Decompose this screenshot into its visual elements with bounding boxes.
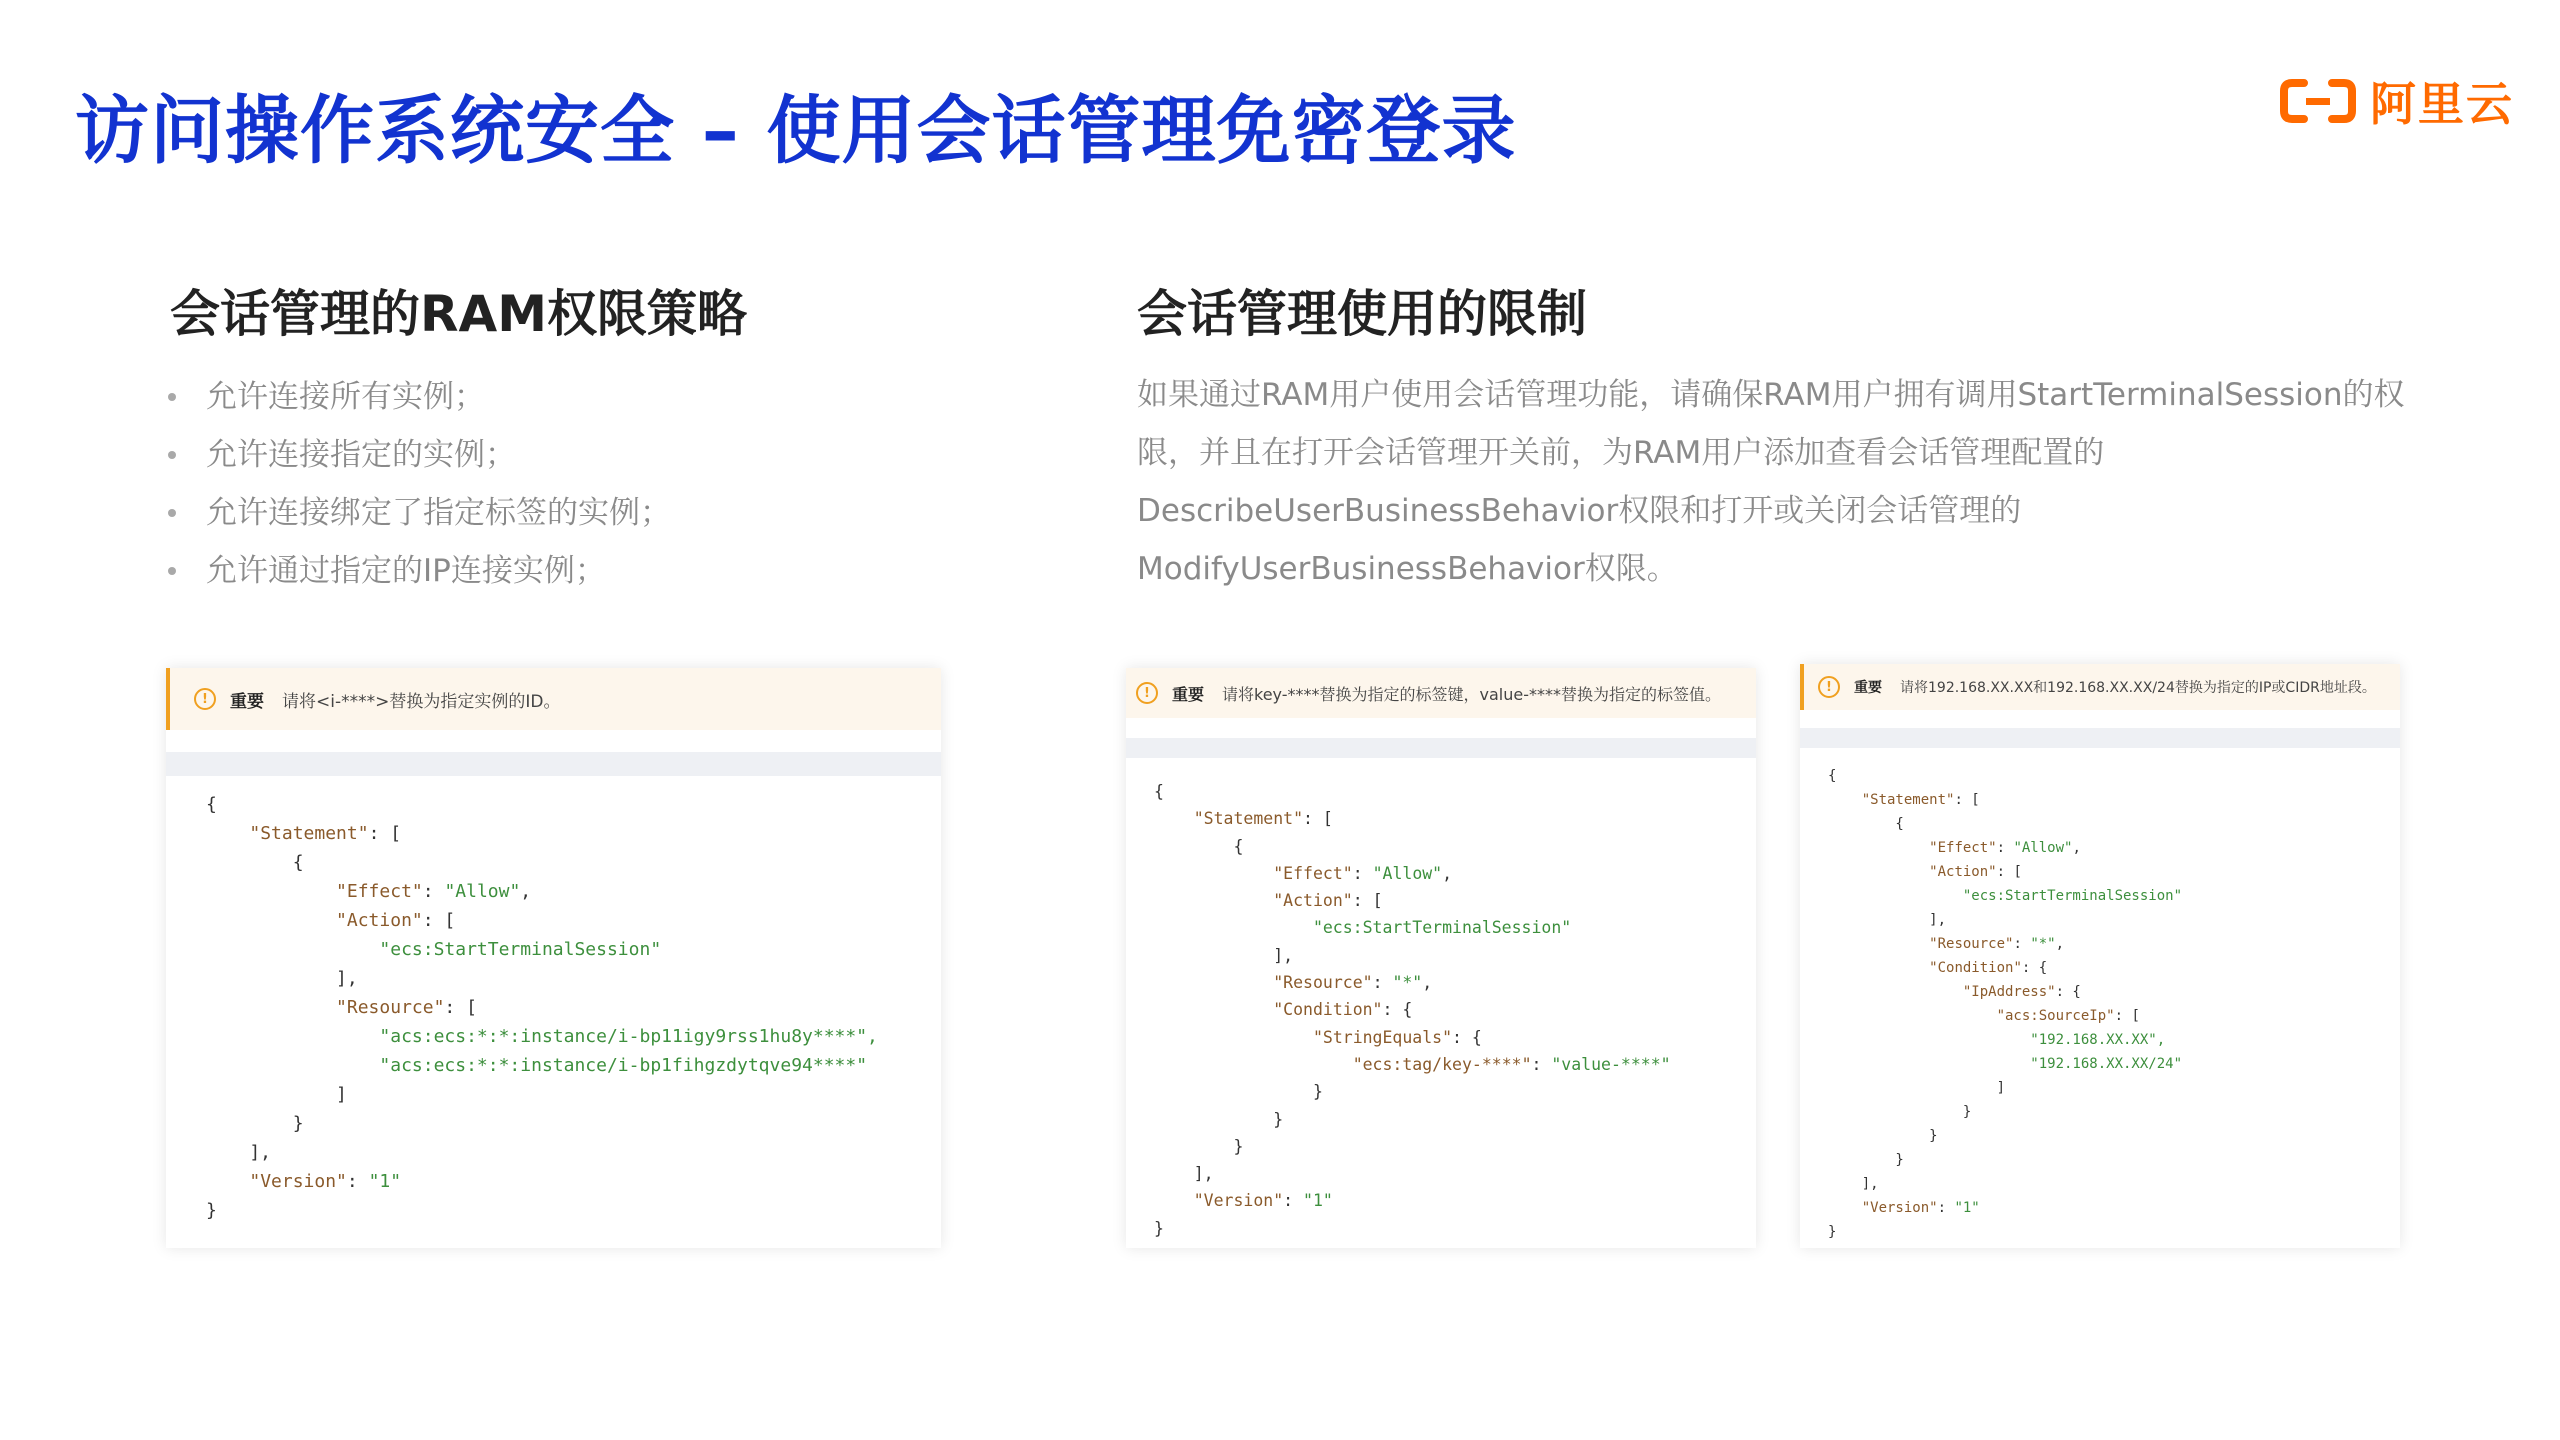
note-label: 重要 <box>1854 680 1882 696</box>
policy-code-block: { "Statement": [ { "Effect": "Allow", "Action": [ "ecs:StartTerminalSession" ], "Resource": "*", "Condition": { "StringEquals": { "ecs:tag/key-****": "value-****" } } } ], "Version": "1" } <box>1154 782 1671 1238</box>
important-note <box>1126 668 1756 718</box>
alibaba-cloud-logo-icon <box>2280 77 2356 125</box>
list-item: 允许连接指定的实例； <box>168 426 671 484</box>
list-item: 允许通过指定的IP连接实例； <box>168 542 671 600</box>
note-text: 请将192.168.XX.XX和192.168.XX.XX/24替换为指定的IP或CIDR地址段。 <box>1900 680 2376 696</box>
alibaba-cloud-logo <box>2280 74 2514 131</box>
policy-card-instances <box>166 668 941 1248</box>
bullet-icon <box>168 451 176 459</box>
code-block-header <box>166 752 941 776</box>
policy-code-block: { "Statement": [ { "Effect": "Allow", "Action": [ "ecs:StartTerminalSession" ], "Resource": [ "acs:ecs:*:*:instance/i-bp11igy9rss1hu8y****", "acs:ecs:*:*:instance/i-bp1fihgzdytqve94****" ] } ], "Version": "1" } <box>206 794 878 1221</box>
slide-title: 访问操作系统安全 – 使用会话管理免密登录 <box>75 88 1517 174</box>
note-label: 重要 <box>230 691 264 712</box>
left-section-heading: 会话管理的RAM权限策略 <box>170 285 747 343</box>
warning-icon: ! <box>1818 676 1840 698</box>
permission-list <box>168 368 671 600</box>
code-block-header <box>1126 738 1756 758</box>
bullet-icon <box>168 393 176 401</box>
code-block-header <box>1800 728 2400 748</box>
note-text: 请将<i-****>替换为指定实例的ID。 <box>282 691 561 712</box>
warning-icon: ! <box>1136 682 1158 704</box>
right-section-heading: 会话管理使用的限制 <box>1137 285 1587 343</box>
logo-text: 阿里云 <box>2370 77 2514 131</box>
bullet-icon <box>168 567 176 575</box>
list-item: 允许连接绑定了指定标签的实例； <box>168 484 671 542</box>
important-note <box>166 668 941 730</box>
note-label: 重要 <box>1172 684 1205 704</box>
limitations-paragraph: 如果通过RAM用户使用会话管理功能，请确保RAM用户拥有调用StartTerminalSession的权限，并且在打开会话管理开关前，为RAM用户添加查看会话管理配置的DescribeUserBusinessBehavior权限和打开或关闭会话管理的ModifyUserBusinessBehavior权限。 <box>1137 377 2405 587</box>
warning-icon: ! <box>194 688 216 710</box>
note-text: 请将key-****替换为指定的标签键，value-****替换为指定的标签值。 <box>1222 684 1721 704</box>
list-item: 允许连接所有实例； <box>168 368 671 426</box>
bullet-icon <box>168 509 176 517</box>
policy-code-block: { "Statement": [ { "Effect": "Allow", "Action": [ "ecs:StartTerminalSession" ], "Resource": "*", "Condition": { "IpAddress": { "acs:SourceIp": [ "192.168.XX.XX", "192.168.XX.XX/24" ] } } } ], "Version": "1" } <box>1828 768 2183 1240</box>
important-note <box>1800 664 2400 710</box>
policy-card-tags <box>1126 668 1756 1248</box>
policy-card-ip <box>1800 664 2400 1248</box>
